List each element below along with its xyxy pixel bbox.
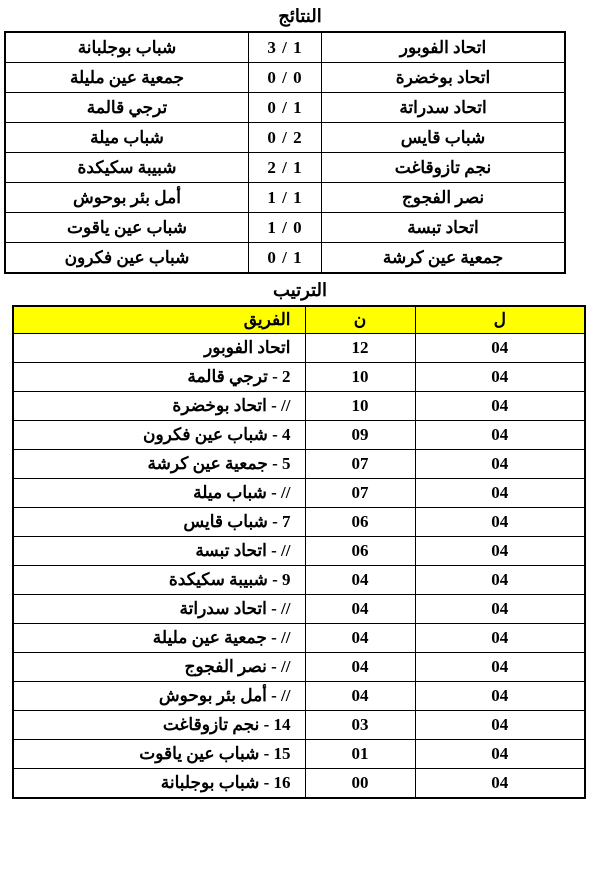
standings-points: 01 xyxy=(305,740,415,769)
standings-row xyxy=(13,450,585,479)
standings-losses: 04 xyxy=(415,363,585,392)
column-header-losses: ل xyxy=(415,306,585,334)
standings-row xyxy=(13,392,585,421)
standings-team: // - أمل بئر بوحوش xyxy=(13,682,305,711)
standings-team: 15 - شباب عين ياقوت xyxy=(13,740,305,769)
results-row xyxy=(5,93,565,123)
standings-losses: 04 xyxy=(415,334,585,363)
standings-row xyxy=(13,711,585,740)
standings-row xyxy=(13,682,585,711)
standings-losses: 04 xyxy=(415,392,585,421)
results-table xyxy=(4,31,566,274)
standings-losses: 04 xyxy=(415,711,585,740)
standings-losses: 04 xyxy=(415,740,585,769)
standings-row xyxy=(13,421,585,450)
results-row xyxy=(5,243,565,274)
standings-table xyxy=(12,305,586,799)
standings-table-wrap xyxy=(0,305,600,799)
standings-team: 9 - شبيبة سكيكدة xyxy=(13,566,305,595)
standings-losses: 04 xyxy=(415,450,585,479)
results-row xyxy=(5,32,565,63)
standings-points: 04 xyxy=(305,653,415,682)
standings-losses: 04 xyxy=(415,508,585,537)
standings-row xyxy=(13,508,585,537)
result-away-team: شباب قايس xyxy=(322,123,566,153)
result-away-team: اتحاد الفوبور xyxy=(322,32,566,63)
standings-points: 04 xyxy=(305,624,415,653)
result-home-team: شباب ميلة xyxy=(5,123,249,153)
result-score: 1 / 0 xyxy=(249,243,322,274)
standings-losses: 04 xyxy=(415,566,585,595)
standings-losses: 04 xyxy=(415,653,585,682)
result-away-team: اتحاد بوخضرة xyxy=(322,63,566,93)
standings-losses: 04 xyxy=(415,682,585,711)
standings-row xyxy=(13,537,585,566)
standings-points: 07 xyxy=(305,479,415,508)
results-title: النتائج xyxy=(278,6,322,26)
result-score: 1 / 1 xyxy=(249,183,322,213)
standings-header-row xyxy=(13,306,585,334)
result-away-team: اتحاد سدراتة xyxy=(322,93,566,123)
result-home-team: شبيبة سكيكدة xyxy=(5,153,249,183)
standings-team: 5 - جمعية عين كرشة xyxy=(13,450,305,479)
standings-points: 10 xyxy=(305,363,415,392)
standings-losses: 04 xyxy=(415,537,585,566)
standings-points: 06 xyxy=(305,537,415,566)
standings-points: 00 xyxy=(305,769,415,799)
result-home-team: شباب بوجلبانة xyxy=(5,32,249,63)
standings-losses: 04 xyxy=(415,769,585,799)
column-header-points: ن xyxy=(305,306,415,334)
column-header-team: الفريق xyxy=(13,306,305,334)
result-score: 0 / 1 xyxy=(249,213,322,243)
standings-team: 2 - ترجي قالمة xyxy=(13,363,305,392)
standings-team: // - نصر الفجوج xyxy=(13,653,305,682)
standings-points: 12 xyxy=(305,334,415,363)
result-home-team: جمعية عين مليلة xyxy=(5,63,249,93)
standings-row xyxy=(13,653,585,682)
standings-team: 16 - شباب بوجلبانة xyxy=(13,769,305,799)
standings-row xyxy=(13,740,585,769)
standings-team: // - اتحاد بوخضرة xyxy=(13,392,305,421)
result-score: 1 / 3 xyxy=(249,32,322,63)
standings-points: 04 xyxy=(305,595,415,624)
standings-row xyxy=(13,769,585,799)
results-table-body xyxy=(5,32,565,273)
standings-team: 4 - شباب عين فكرون xyxy=(13,421,305,450)
standings-points: 07 xyxy=(305,450,415,479)
standings-losses: 04 xyxy=(415,624,585,653)
standings-team: // - شباب ميلة xyxy=(13,479,305,508)
results-row xyxy=(5,153,565,183)
standings-team: 7 - شباب قايس xyxy=(13,508,305,537)
standings-row xyxy=(13,624,585,653)
standings-team: 14 - نجم تازوقاغت xyxy=(13,711,305,740)
standings-points: 06 xyxy=(305,508,415,537)
results-row xyxy=(5,63,565,93)
standings-losses: 04 xyxy=(415,479,585,508)
results-table-wrap xyxy=(0,31,600,274)
standings-points: 10 xyxy=(305,392,415,421)
standings-team: // - اتحاد تبسة xyxy=(13,537,305,566)
standings-row xyxy=(13,479,585,508)
standings-points: 04 xyxy=(305,566,415,595)
standings-row xyxy=(13,363,585,392)
result-away-team: جمعية عين كرشة xyxy=(322,243,566,274)
standings-team: اتحاد الفوبور xyxy=(13,334,305,363)
result-score: 0 / 0 xyxy=(249,63,322,93)
standings-title: الترتيب xyxy=(273,280,327,300)
standings-row xyxy=(13,595,585,624)
results-row xyxy=(5,213,565,243)
standings-losses: 04 xyxy=(415,421,585,450)
result-home-team: أمل بئر بوحوش xyxy=(5,183,249,213)
result-score: 1 / 2 xyxy=(249,153,322,183)
result-away-team: اتحاد تبسة xyxy=(322,213,566,243)
standings-header xyxy=(13,306,585,334)
result-away-team: نجم تازوقاغت xyxy=(322,153,566,183)
result-home-team: شباب عين فكرون xyxy=(5,243,249,274)
standings-points: 04 xyxy=(305,682,415,711)
standings-row xyxy=(13,334,585,363)
standings-row xyxy=(13,566,585,595)
results-row xyxy=(5,123,565,153)
standings-points: 09 xyxy=(305,421,415,450)
result-home-team: شباب عين ياقوت xyxy=(5,213,249,243)
result-score: 1 / 0 xyxy=(249,93,322,123)
standings-points: 03 xyxy=(305,711,415,740)
standings-losses: 04 xyxy=(415,595,585,624)
result-away-team: نصر الفجوج xyxy=(322,183,566,213)
standings-team: // - جمعية عين مليلة xyxy=(13,624,305,653)
standings-team: // - اتحاد سدراتة xyxy=(13,595,305,624)
result-score: 2 / 0 xyxy=(249,123,322,153)
result-home-team: ترجي قالمة xyxy=(5,93,249,123)
standings-table-body xyxy=(13,334,585,799)
results-row xyxy=(5,183,565,213)
